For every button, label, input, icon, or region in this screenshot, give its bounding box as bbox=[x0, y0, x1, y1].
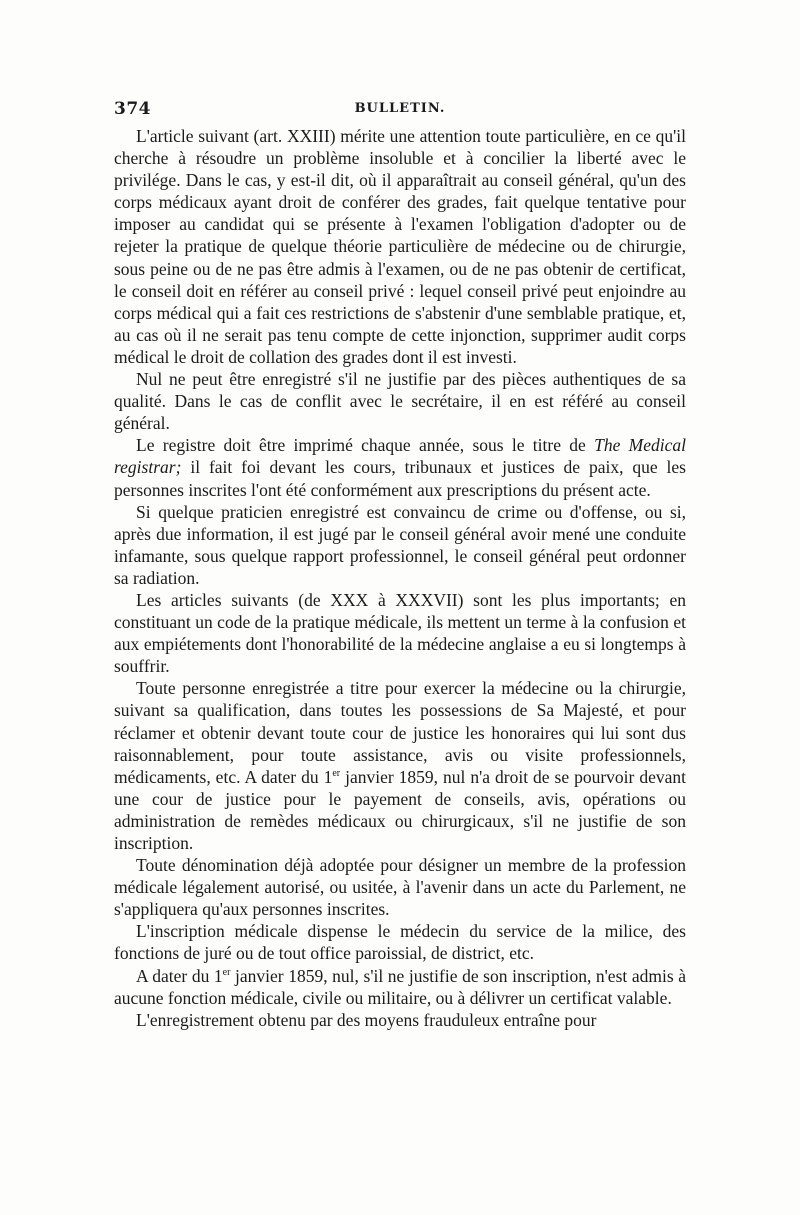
ordinal-superscript: er bbox=[222, 966, 231, 978]
paragraph-qualite: Nul ne peut être enregistré s'il ne justifie par des pièces authentiques de sa qualité. Dans le cas de conflit avec le secrétaire, il en est référé au conseil général. bbox=[114, 369, 686, 434]
registrar-title: The Medical registrar; bbox=[114, 435, 686, 478]
paragraph-registre-start: Le registre doit être imprimé chaque année, sous le titre de bbox=[136, 435, 595, 456]
paragraph-fonctions-start: A dater du 1 bbox=[136, 965, 223, 986]
running-head: BULLETIN. bbox=[354, 101, 446, 116]
paragraph-exercice-end: janvier 1859, nul n'a droit de se pourvoir devant une cour de justice pour le payement de conseils, avis, opérations ou administration de remèdes médicaux ou chirurgicaux, s'il ne justifie de son inscription. bbox=[114, 766, 687, 853]
paragraph-articles-xxx-xxxvii: Les articles suivants (de XXX à XXXVII) sont les plus importants; en constituant un code de la pratique médicale, ils mettent un terme à la confusion et aux empiétements dont l'honorabilité de la médecine anglaise a eu si longtemps à souffrir. bbox=[114, 589, 686, 677]
paragraph-denomination: Toute dénomination déjà adoptée pour désigner un membre de la profession médicale légalement autorisé, ou usitée, à l'avenir dans un acte du Parlement, ne s'appliquera qu'aux personnes inscrites. bbox=[114, 855, 686, 920]
paragraph-radiation: Si quelque praticien enregistré est convaincu de crime ou d'offense, ou si, après due information, il est jugé par le conseil général avoir mené une conduite infamante, sous quelque rapport professionnel, le conseil général peut ordonner sa radiation. bbox=[114, 501, 686, 588]
body-text bbox=[114, 125, 686, 1031]
paragraph-milice: L'inscription médicale dispense le médecin du service de la milice, des fonctions de juré ou de tout office paroissial, de district, etc. bbox=[114, 921, 686, 964]
paragraph-article-xxiii: L'article suivant (art. XXIII) mérite une attention toute particulière, en ce qu'il cherche à résoudre un problème insoluble et à concilier la liberté avec le privilége. Dans le cas, y est-il dit, où il apparaîtrait au conseil général, qu'un des corps médicaux ayant droit de conférer des grades, fait quelque tentative pour imposer au candidat qui se présente à l'examen l'obligation d'adopter ou de rejeter la pratique de quelque théorie particulière de médecine ou de chirurgie, sous peine ou de ne pas être admis à l'examen, ou de ne pas obtenir de certificat, le conseil doit en référer au conseil privé : lequel conseil privé peut enjoindre au corps médical qui a fait ces restrictions de s'abstenir d'une semblable pratique, et, au cas où il ne serait pas tenu compte de cette injonction, supprimer audit corps médical le droit de collation des grades dont il est investi. bbox=[114, 126, 686, 367]
paragraph-fonctions-end: janvier 1859, nul, s'il ne justifie de son inscription, n'est admis à aucune fonction médicale, civile ou militaire, ou à délivrer un certificat valable. bbox=[114, 965, 686, 1008]
paragraph-registre-end: il fait foi devant les cours, tribunaux et justices de paix, que les personnes inscrites l'ont été conformément aux prescriptions du présent acte. bbox=[114, 457, 686, 500]
paragraph-fonctions bbox=[114, 965, 686, 1009]
paragraph-registre bbox=[114, 434, 686, 500]
paragraph-exercice-start: Toute personne enregistrée a titre pour exercer la médecine ou la chirurgie, suivant sa qualification, dans toutes les possessions de Sa Majesté, et pour réclamer et obtenir devant toute cour de justice les honoraires qui lui sont dus raisonnablement, pour toute assistance, avis ou visite professionnels, médicaments, etc. A dater du 1 bbox=[114, 678, 686, 787]
page-number: 374 bbox=[114, 99, 151, 119]
ordinal-superscript: er bbox=[332, 767, 341, 779]
page-header bbox=[114, 99, 686, 123]
paragraph-exercice bbox=[114, 677, 686, 854]
paragraph-enregistrement-frauduleux: L'enregistrement obtenu par des moyens frauduleux entraîne pour bbox=[136, 1009, 597, 1030]
